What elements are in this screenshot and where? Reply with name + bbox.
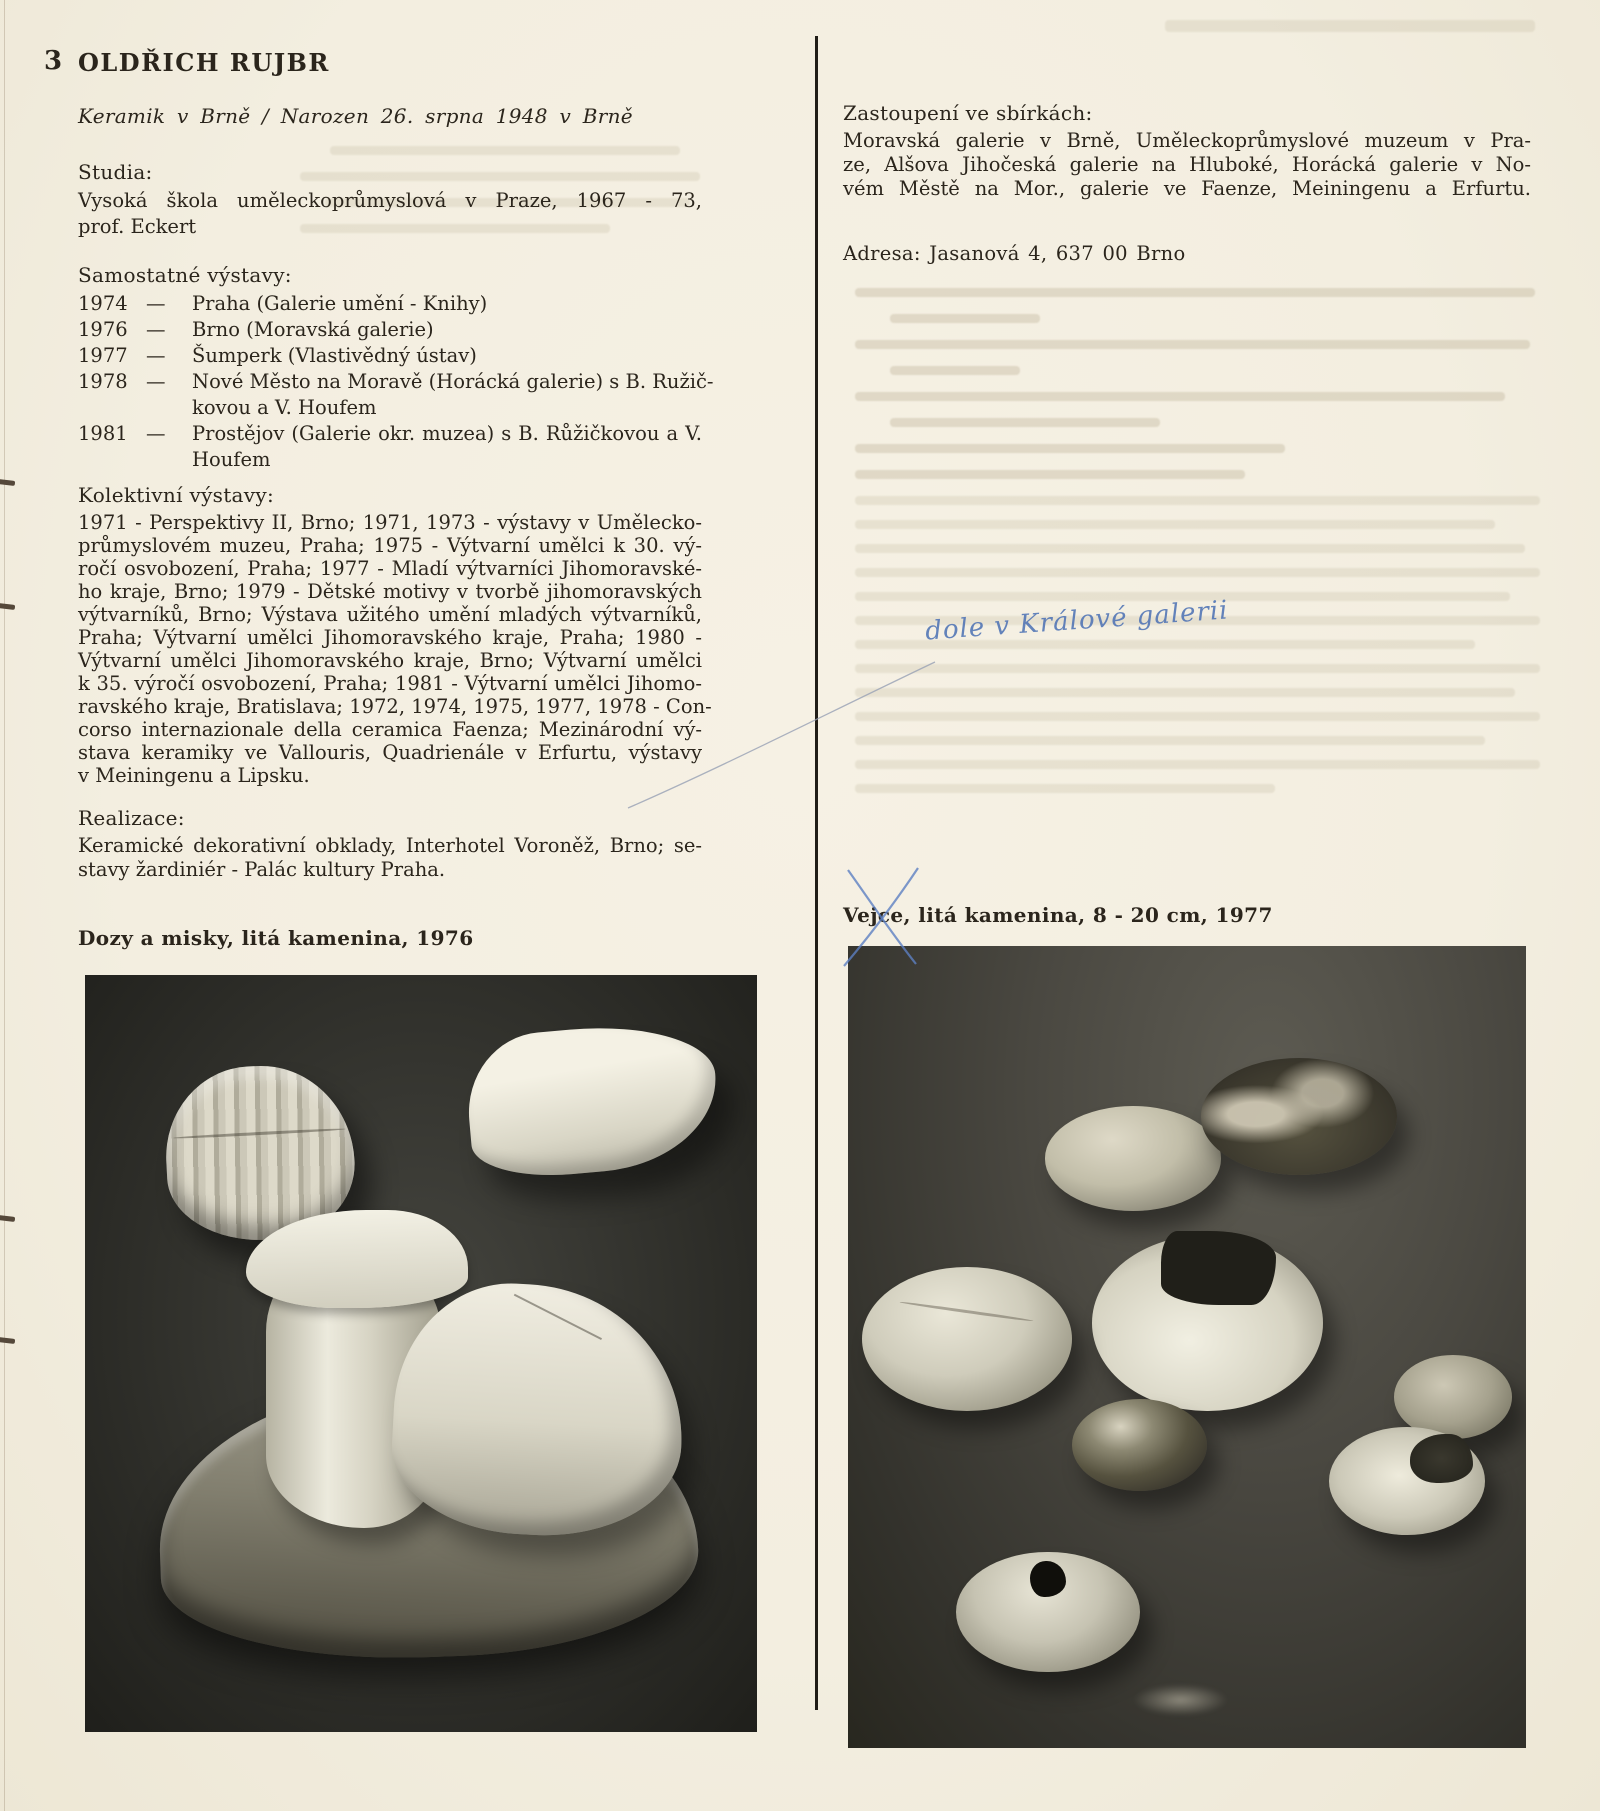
text-line: vém Městě na Mor., galerie ve Faenze, Meiningenu a Erfurtu.	[843, 177, 1531, 200]
text-line: Praha; Výtvarní umělci Jihomoravského kraje, Praha; 1980 -	[78, 626, 702, 649]
realizations-text	[78, 834, 702, 882]
egg-cracked-open	[1092, 1235, 1323, 1411]
bleed-through-line	[855, 664, 1540, 673]
solo-exhibitions-list	[78, 291, 714, 473]
text-line: Nové Město na Moravě (Horácká galerie) s B. Ružič-	[192, 370, 714, 393]
egg-with-hole	[956, 1552, 1139, 1672]
handwritten-annotation: dole v Králové galerii	[924, 595, 1230, 647]
exhibition-year: 1976	[78, 318, 128, 341]
text-line: Šumperk (Vlastivědný ústav)	[192, 344, 477, 367]
photo-boxes-and-bowls	[85, 975, 757, 1732]
text-line: Výtvarní umělci Jihomoravského kraje, Brno; Výtvarní umělci	[78, 649, 702, 672]
collections-heading: Zastoupení ve sbírkách:	[843, 101, 1093, 125]
text-line: v Meiningenu a Lipsku.	[78, 764, 310, 787]
column-divider-rule	[815, 36, 818, 1710]
solo-exhibition-row	[78, 317, 702, 343]
exhibition-year: 1978	[78, 370, 128, 393]
collections-text	[843, 129, 1531, 201]
realizations-heading: Realizace:	[78, 806, 185, 830]
text-line: Keramické dekorativní obklady, Interhotel Voroněž, Brno; se-	[78, 834, 702, 857]
exhibition-text	[192, 369, 713, 421]
bleed-through-line	[890, 314, 1040, 323]
egg-wrinkled	[862, 1267, 1072, 1411]
binding-stitch	[0, 479, 15, 486]
text-line: stava keramiky ve Vallouris, Quadrienále v Erfurtu, výstavy	[78, 741, 702, 764]
text-line: prof. Eckert	[78, 215, 197, 238]
bleed-through-line	[855, 340, 1530, 349]
bleed-through-line	[855, 288, 1535, 297]
bleed-through-line	[330, 146, 680, 155]
binding-stitch	[0, 1337, 15, 1344]
bleed-through-line	[855, 520, 1495, 529]
entry-number: 3	[44, 46, 63, 76]
bleed-through-line	[855, 784, 1275, 793]
group-exhibitions-text	[78, 511, 712, 787]
text-line: Praha (Galerie umění - Knihy)	[192, 292, 488, 315]
binding-crease	[4, 0, 5, 1811]
text-line: průmyslovém muzeu, Praha; 1975 - Výtvarní umělci k 30. vý-	[78, 534, 702, 557]
dash-separator: —	[146, 422, 166, 445]
text-line: kovou a V. Houfem	[192, 396, 377, 419]
bleed-through-line	[855, 444, 1285, 453]
solo-exhibition-row	[78, 343, 702, 369]
text-line: výtvarníků, Brno; Výstava užitého umění mladých výtvarníků,	[78, 603, 702, 626]
text-line: ročí osvobození, Praha; 1977 - Mladí výtvarníci Jihomoravské-	[78, 557, 702, 580]
bleed-through-line	[855, 568, 1540, 577]
group-exhibitions-heading: Kolektivní výstavy:	[78, 483, 275, 507]
text-line: k 35. výročí osvobození, Praha; 1981 - Výtvarní umělci Jihomo-	[78, 672, 702, 695]
freeform-lid-object	[462, 1017, 722, 1182]
exhibition-text	[192, 317, 702, 343]
text-line: corso internazionale della ceramica Faenza; Mezinárodní vý-	[78, 718, 702, 741]
text-line: ze, Alšova Jihočeská galerie na Hluboké, Horácká galerie v No-	[843, 153, 1531, 176]
bleed-through-line	[855, 712, 1540, 721]
exhibition-year: 1981	[78, 422, 128, 445]
exhibition-text	[192, 343, 702, 369]
bleed-through-line	[855, 470, 1245, 479]
eggshell-with-opening	[1329, 1427, 1485, 1535]
dash-separator: —	[146, 344, 166, 367]
dash-separator: —	[146, 292, 166, 315]
exhibition-year: 1977	[78, 344, 128, 367]
right-photo-caption: Vejce, litá kamenina, 8 - 20 cm, 1977	[843, 903, 1273, 927]
text-line: Moravská galerie v Brně, Uměleckoprůmyslové muzeum v Pra-	[843, 129, 1531, 152]
bleed-through-line	[855, 688, 1515, 697]
bleed-through-line	[300, 172, 700, 181]
text-line: Houfem	[192, 448, 271, 471]
bleed-through-line	[855, 496, 1540, 505]
bleed-through-line	[855, 736, 1485, 745]
bleed-through-line	[855, 544, 1525, 553]
egg-dark-mottled	[1201, 1058, 1398, 1174]
binding-stitch	[0, 603, 15, 610]
bleed-through-line	[1165, 20, 1535, 32]
solo-exhibitions-heading: Samostatné výstavy:	[78, 263, 292, 287]
photo-eggs	[848, 946, 1526, 1748]
text-line: Vysoká škola uměleckoprůmyslová v Praze, 1967 - 73,	[78, 189, 702, 212]
artist-name-heading: OLDŘICH RUJBR	[78, 48, 330, 77]
studies-heading: Studia:	[78, 160, 153, 184]
bleed-through-line	[855, 760, 1540, 769]
eggshell-opening	[1410, 1434, 1472, 1484]
text-line: Brno (Moravská galerie)	[192, 318, 434, 341]
egg-crack-opening	[1161, 1231, 1276, 1305]
studies-text	[78, 188, 702, 240]
bleed-through-line	[890, 418, 1160, 427]
address-line: Adresa: Jasanová 4, 637 00 Brno	[843, 242, 1186, 265]
solo-exhibition-row	[78, 421, 702, 473]
solo-exhibition-row	[78, 369, 714, 421]
binding-stitch	[0, 1215, 15, 1222]
exhibition-text	[192, 421, 702, 473]
exhibition-text	[192, 291, 702, 317]
text-line: ho kraje, Brno; 1979 - Dětské motivy v tvorbě jihomoravských	[78, 580, 702, 603]
dash-separator: —	[146, 318, 166, 341]
bleed-through-line	[855, 392, 1505, 401]
text-line: 1971 - Perspektivy II, Brno; 1971, 1973 - výstavy v Umělecko-	[78, 511, 702, 534]
egg-hole	[1030, 1561, 1067, 1597]
bleed-through-line	[890, 366, 1020, 375]
text-line: Prostějov (Galerie okr. muzea) s B. Růžičkovou a V.	[192, 422, 702, 445]
floor-reflection	[1133, 1684, 1228, 1716]
freeform-container	[388, 1278, 690, 1543]
egg-smooth-light	[1045, 1106, 1221, 1210]
solo-exhibition-row	[78, 291, 702, 317]
text-line: ravského kraje, Bratislava; 1972, 1974, 1975, 1977, 1978 - Con-	[78, 695, 712, 718]
left-photo-caption: Dozy a misky, litá kamenina, 1976	[78, 926, 474, 950]
artist-subtitle: Keramik v Brně / Narozen 26. srpna 1948 v Brně	[78, 104, 633, 128]
dash-separator: —	[146, 370, 166, 393]
egg-small-glossy	[1072, 1399, 1208, 1491]
exhibition-year: 1974	[78, 292, 128, 315]
text-line: stavy žardiniér - Palác kultury Praha.	[78, 858, 446, 881]
